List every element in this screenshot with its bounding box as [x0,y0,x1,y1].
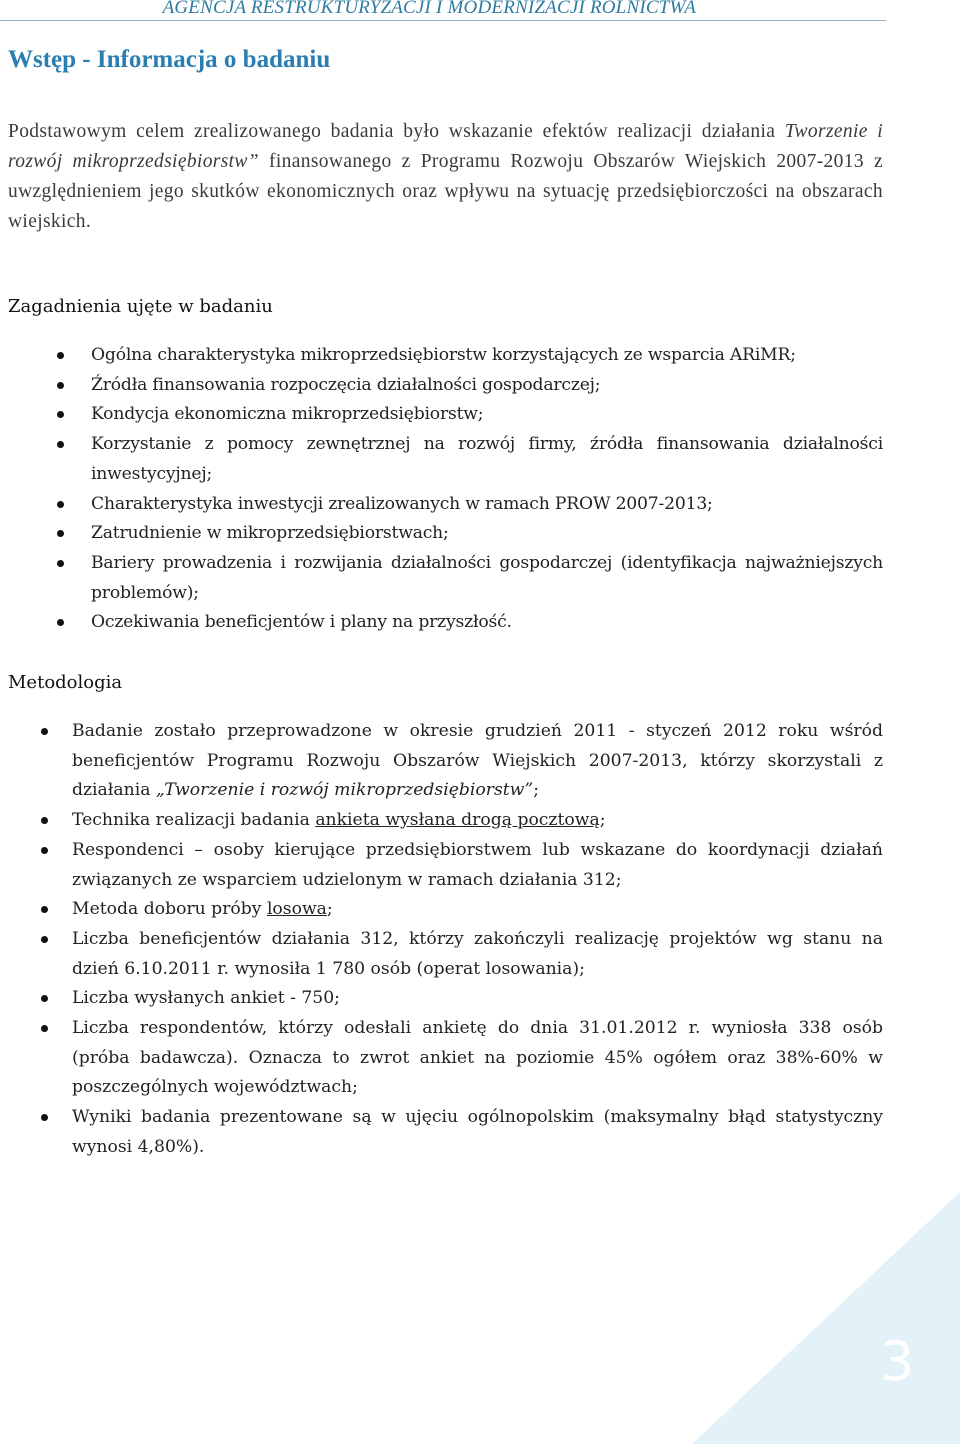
bullet-icon [57,411,64,418]
methodology-heading: Metodologia [8,672,123,693]
list-item: Źródła finansowania rozpoczęcia działalności gospodarczej; [91,371,883,401]
list-item: Oczekiwania beneficjentów i plany na przyszłość. [91,608,883,638]
bullet-icon [41,1114,48,1121]
bullet-icon [41,936,48,943]
bullet-icon [57,619,64,626]
page-header [0,0,886,21]
intro-emphasis: Tworzenie i rozwój mikroprzedsiębiorstw” [8,121,884,172]
underlined-method: losowa [266,899,327,920]
bullet-icon [57,441,64,448]
bullet-icon [57,560,64,567]
action-title-emphasis: „Tworzenie i rozwój mikroprzedsiębiorstw” [155,780,534,801]
corner-decoration [692,1192,960,1444]
list-item: Kondycja ekonomiczna mikroprzedsiębiorstw; [91,400,883,430]
intro-paragraph [8,117,883,237]
bullet-icon [41,995,48,1002]
intro-text-start: Podstawowym celem zrealizowanego badania było wskazanie efektów realizacji działania [8,121,785,142]
list-item: Badanie zostało przeprowadzone w okresie grudzień 2011 - styczeń 2012 roku wśród beneficjentów Programu Rozwoju Obszarów Wiejskich 2007-2013, którzy skorzystali z działania „Tworzenie i rozwój mikroprzedsiębiorstw”; [72,717,883,806]
bullet-icon [41,1025,48,1032]
list-item: Charakterystyka inwestycji zrealizowanych w ramach PROW 2007-2013; [91,490,883,520]
list-item: Korzystanie z pomocy zewnętrznej na rozwój firmy, źródła finansowania działalności inwestycyjnej; [91,430,883,489]
list-item: Ogólna charakterystyka mikroprzedsiębiorstw korzystających ze wsparcia ARiMR; [91,341,883,371]
bullet-icon [57,382,64,389]
bullet-icon [41,906,48,913]
topics-list [91,341,883,638]
bullet-icon [41,728,48,735]
list-item: Liczba beneficjentów działania 312, którzy zakończyli realizację projektów wg stanu na dzień 6.10.2011 r. wynosiła 1 780 osób (operat losowania); [72,925,883,984]
underlined-technique: ankieta wysłana drogą pocztową [315,810,600,831]
topics-heading: Zagadnienia ujęte w badaniu [8,296,273,317]
list-item: Bariery prowadzenia i rozwijania działalności gospodarczej (identyfikacja najważniejszych problemów); [91,549,883,608]
list-item: Technika realizacji badania ankieta wysłana drogą pocztową; [72,806,883,836]
bullet-icon [41,817,48,824]
intro-text-end: finansowanego z Programu Rozwoju Obszarów Wiejskich 2007-2013 z uwzględnieniem jego skutków ekonomicznych oraz wpływu na sytuację przedsiębiorczości na obszarach wiejskich. [8,151,883,232]
bullet-icon [57,501,64,508]
page-number: 3 [880,1330,915,1393]
list-item: Respondenci – osoby kierujące przedsiębiorstwem lub wskazane do koordynacji działań związanych ze wsparciem udzielonym w ramach działania 312; [72,836,883,895]
list-item: Zatrudnienie w mikroprzedsiębiorstwach; [91,519,883,549]
methodology-list [72,717,883,1163]
bullet-icon [57,530,64,537]
page-title: Wstęp - Informacja o badaniu [8,46,331,73]
list-item: Metoda doboru próby losowa; [72,895,883,925]
list-item: Liczba wysłanych ankiet - 750; [72,984,883,1014]
bullet-icon [57,352,64,359]
list-item: Liczba respondentów, którzy odesłali ankietę do dnia 31.01.2012 r. wyniosła 338 osób (próba badawcza). Oznacza to zwrot ankiet na poziomie 45% ogółem oraz 38%-60% w poszczególnych województwach; [72,1014,883,1103]
agency-name: AGENCJA RESTRUKTURYZACJI I MODERNIZACJI ROLNICTWA [162,0,696,18]
bullet-icon [41,847,48,854]
list-item: Wyniki badania prezentowane są w ujęciu ogólnopolskim (maksymalny błąd statystyczny wynosi 4,80%). [72,1103,883,1162]
